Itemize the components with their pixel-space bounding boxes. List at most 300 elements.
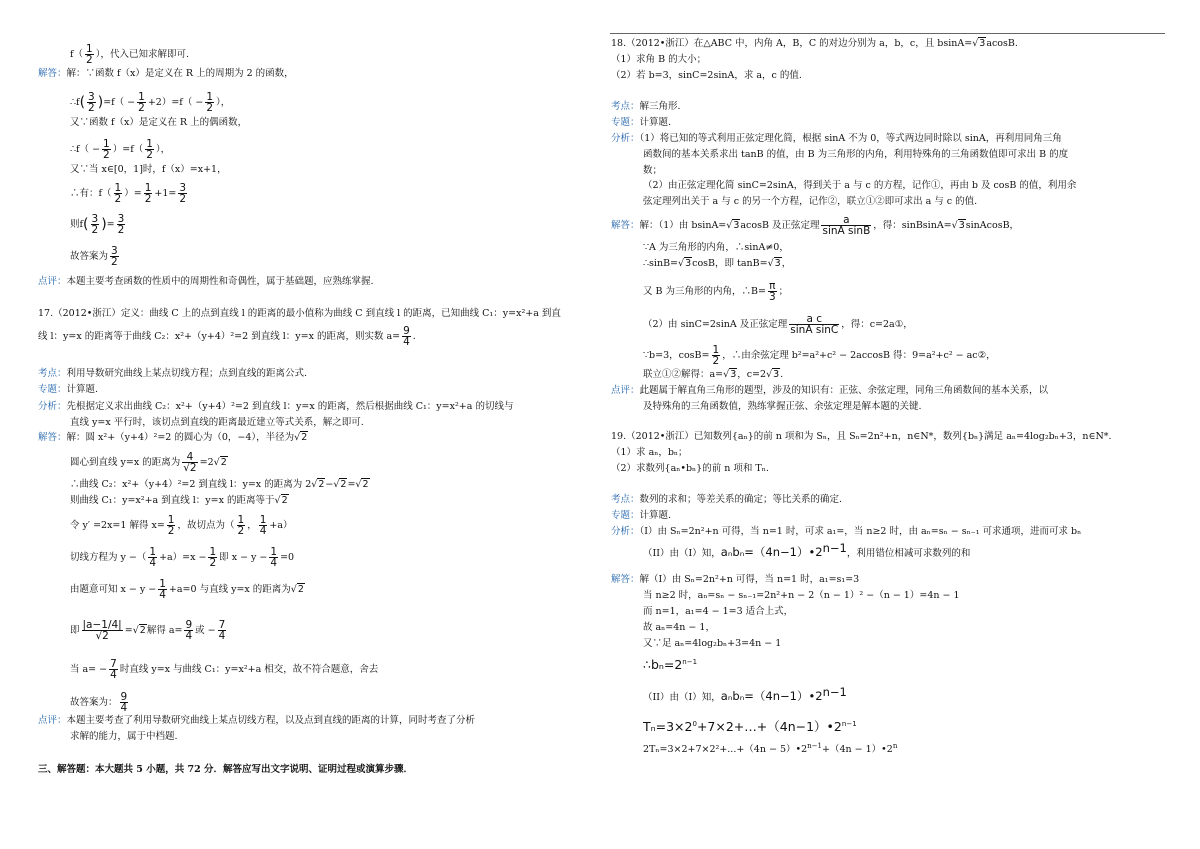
text: 3 <box>979 38 986 49</box>
text: aₙbₙ=（4n−1）•2 <box>720 689 823 703</box>
fraction <box>110 246 119 267</box>
text: 3 <box>733 220 740 231</box>
dp-17-1 <box>38 715 475 727</box>
text: 又∵足 aₙ=4log₂bₙ+3=4n − 1 <box>643 638 782 649</box>
zt-19 <box>611 510 671 522</box>
text: 3 <box>768 291 776 303</box>
text: n <box>892 741 898 750</box>
text: ，c=2 <box>737 369 767 380</box>
text: 1 <box>138 91 145 103</box>
text: − <box>325 479 334 490</box>
fraction <box>109 659 118 680</box>
header-rule <box>610 33 1165 34</box>
radical: √3 <box>723 369 737 380</box>
fraction <box>402 326 411 347</box>
jd-17-3 <box>70 479 370 491</box>
text: ∴f <box>70 97 80 108</box>
text: 解答： <box>611 574 640 585</box>
text: acosB. <box>986 38 1018 49</box>
text: 专题： <box>611 510 640 521</box>
text: ∴sinB= <box>643 258 679 269</box>
line-l07 <box>70 183 189 204</box>
zt-18 <box>611 117 671 129</box>
text: 及特殊角的三角函数值，熟练掌握正弦、余弦定理是解本题的关键. <box>643 401 922 412</box>
radical: √2 <box>333 479 347 490</box>
fraction <box>117 214 126 235</box>
text: n−1 <box>807 741 822 750</box>
text: 2 <box>117 224 125 236</box>
text: √2 <box>95 630 109 642</box>
text: 数； <box>643 165 663 176</box>
text: ∵A 为三角形的内角，∴sinA≠0， <box>643 242 789 253</box>
text: 计算题. <box>66 384 99 395</box>
dp-17-2 <box>70 731 178 743</box>
fraction <box>205 92 214 113</box>
fraction <box>102 139 111 160</box>
text: 19.（2012•浙江）已知数列{aₙ}的前 n 项和为 Sₙ，且 Sₙ=2n²+n，n∈N*，数列{bₙ}满足 aₙ=4log₂bₙ+3，n∈N*. <box>611 431 1112 442</box>
text: 联立①②解得：a= <box>643 369 724 380</box>
text: 1 <box>146 138 153 150</box>
text: 函数间的基本关系求出 tanB 的值，由 B 为三角形的内角，利用特殊角的三角函数值即可求出 B 的度 <box>643 149 1069 160</box>
text: . <box>412 331 416 342</box>
text: 3 <box>685 258 692 269</box>
radical: √3 <box>951 220 965 231</box>
fraction <box>712 345 721 366</box>
fx-19-2 <box>643 540 971 560</box>
text: 1 <box>114 182 122 194</box>
text: 2 <box>138 102 145 114</box>
jd-19-1 <box>611 574 859 586</box>
text: 7 <box>218 619 226 631</box>
jd-19-8 <box>643 721 857 733</box>
fx-18-2 <box>643 149 1068 161</box>
text: 则f <box>70 219 84 230</box>
text: 分析： <box>611 133 640 144</box>
fraction <box>114 183 123 204</box>
text: = <box>347 479 356 490</box>
text: 则曲线 C₁：y=x²+a 到直线 l：y=x 的距离等于 <box>70 495 275 506</box>
fraction <box>821 215 871 236</box>
jd-17-2 <box>70 452 228 473</box>
text: 1 <box>237 514 245 526</box>
radical: √3 <box>678 258 692 269</box>
text: =f（ − <box>103 97 136 108</box>
text: ，∴由余弦定理 b²=a²+c² − 2accosB 得：9=a²+c² − ac②， <box>722 350 996 361</box>
text: 或 − <box>195 625 216 636</box>
radical: √2 <box>132 625 146 636</box>
text: = <box>124 625 133 636</box>
text: ∵b=3，cosB= <box>643 350 710 361</box>
fx-18-5 <box>643 196 977 208</box>
text: ）=f（ <box>112 144 144 155</box>
text: 解三角形. <box>639 101 681 112</box>
text: 2 <box>318 479 325 490</box>
jd-19-5 <box>643 638 781 650</box>
text: n−1 <box>822 540 847 555</box>
line-l03 <box>70 92 230 113</box>
text: √2 <box>183 462 197 474</box>
text: 专题： <box>38 384 67 395</box>
text: 利用导数研究曲线上某点切线方程；点到直线的距离公式. <box>66 368 308 379</box>
fraction <box>87 92 96 113</box>
text: 1 <box>209 546 217 558</box>
text: （2）由 sinC=2sinA 及正弦定理 <box>643 319 788 330</box>
fraction <box>167 515 176 536</box>
text: = <box>106 219 115 230</box>
fraction <box>178 183 187 204</box>
jd-18-5 <box>643 314 913 335</box>
text: 7 <box>110 658 117 670</box>
text: 0 <box>692 719 697 728</box>
text: （II）由（I）知， <box>643 692 721 703</box>
kd-19 <box>611 494 842 506</box>
text: 先根据定义求出曲线 C₂：x²+（y+4）²=2 到直线 l：y=x 的距离，然后根据曲线 C₁：y=x²+a 的切线与 <box>66 401 514 412</box>
q17-line2 <box>38 326 416 347</box>
jd-19-2 <box>643 590 960 602</box>
line-l05 <box>70 139 170 160</box>
text: 考点： <box>611 101 640 112</box>
text: f（ <box>70 49 84 60</box>
text: ，得：c=2a①， <box>841 319 913 330</box>
jd-18-6 <box>643 345 996 366</box>
fraction <box>120 692 129 713</box>
text: 点评： <box>611 385 640 396</box>
text: +7×2+…+（4n−1）•2 <box>696 719 842 734</box>
text: 1 <box>144 182 152 194</box>
jd-17-7 <box>70 579 305 600</box>
text: n−1 <box>682 657 698 666</box>
fraction <box>91 214 100 235</box>
text: 4 <box>218 630 226 642</box>
text: 3 <box>773 369 780 380</box>
q18-part1 <box>611 54 706 66</box>
text: 故答案为： <box>70 697 118 708</box>
text: 解答： <box>38 432 67 443</box>
text: 2 <box>146 149 153 161</box>
text: 2 <box>712 355 720 367</box>
text: 计算题. <box>639 510 672 521</box>
text: 此题属于解直角三角形的题型，涉及的知识有：正弦、余弦定理，同角三角函数间的基本关系，以 <box>639 385 1049 396</box>
text: 线 l：y=x 的距离等于曲线 C₂：x²+（y+4）²=2 到直线 l：y=x 的距离，则实数 a= <box>38 331 401 342</box>
radical: √2 <box>355 479 369 490</box>
jd-19-3 <box>643 606 793 618</box>
text: n−1 <box>822 684 847 699</box>
text: 9 <box>120 691 128 703</box>
fraction <box>145 139 154 160</box>
text: 3 <box>774 258 781 269</box>
line-l02 <box>38 68 294 80</box>
fraction <box>218 620 227 641</box>
jd-17-5 <box>70 515 293 536</box>
line-l10 <box>38 276 374 288</box>
text: =0 <box>280 552 295 563</box>
label-comment: 点评： <box>38 276 67 287</box>
radical: √2 <box>274 495 288 506</box>
line-l09 <box>70 246 121 267</box>
text: 专题： <box>611 117 640 128</box>
text: 解：（1）由 bsinA= <box>639 220 727 231</box>
text: ， <box>781 258 792 269</box>
jd-18-1 <box>611 215 1019 236</box>
text: 4 <box>403 336 410 348</box>
radical: √2 <box>290 584 304 595</box>
label-answer: 解答： <box>38 68 67 79</box>
text: ∴bₙ=2 <box>643 657 683 672</box>
text: 当 n≥2 时，aₙ=sₙ − sₙ₋₁=2n²+n − 2（n − 1）² −（n − 1）=4n − 1 <box>643 590 960 601</box>
jd-19-6 <box>643 659 697 671</box>
line-l01 <box>70 44 189 65</box>
text: +1= <box>154 188 177 199</box>
text: 解（I）由 Sₙ=2n²+n 可得，当 n=1 时，a₁=s₁=3 <box>639 574 860 585</box>
text: 2 <box>111 256 118 268</box>
q19-line <box>611 431 1112 443</box>
section-3-heading <box>38 764 413 776</box>
text: 2 <box>220 457 227 468</box>
text: ； <box>778 286 789 297</box>
fraction <box>148 547 157 568</box>
radical: √3 <box>726 220 740 231</box>
fraction <box>768 281 777 302</box>
text: a c <box>789 314 839 325</box>
jd-18-7 <box>643 369 783 381</box>
fraction <box>137 92 146 113</box>
text: 3 <box>730 369 737 380</box>
line-l06 <box>70 164 227 176</box>
paren: ( <box>79 94 86 111</box>
text: 即 <box>70 625 80 636</box>
text: 即 x − y − <box>219 552 268 563</box>
jd-17-9 <box>70 659 378 680</box>
text: 本题主要考查函数的性质中的周期性和奇偶性，属于基础题，应熟练掌握. <box>66 276 374 287</box>
text: 1 <box>86 43 93 55</box>
q19-part2 <box>611 463 769 475</box>
jd-17-10 <box>70 692 130 713</box>
text: 2 <box>103 149 110 161</box>
text: 4 <box>259 525 267 537</box>
text: 2 <box>144 193 152 205</box>
text: 考点： <box>611 494 640 505</box>
text: 2 <box>297 584 304 595</box>
text: （1）将已知的等式利用正弦定理化简，根据 sinA 不为 0，等式两边同时除以 sinA，再利用同角三角 <box>639 133 1062 144</box>
text: 1 <box>712 344 720 356</box>
text: 2 <box>139 625 146 636</box>
text: 2 <box>114 193 122 205</box>
text: 1 <box>103 138 110 150</box>
text: 1 <box>149 546 157 558</box>
fx-17-2 <box>70 417 364 429</box>
text: acosB 及正弦定理 <box>740 220 820 231</box>
radical: √2 <box>294 432 308 443</box>
text: 3 <box>88 91 95 103</box>
jd-18-4 <box>643 281 788 302</box>
text: 2 <box>237 525 245 537</box>
text: +a=0 与直线 y=x 的距离为 <box>168 584 291 595</box>
jd-17-1 <box>38 432 308 444</box>
fraction <box>144 183 153 204</box>
text: （2）由正弦定理化简 sinC=2sinA，得到关于 a 与 c 的方程，记作①，再由 b 及 cosB 的值，利用余 <box>643 180 1077 191</box>
q17-line1 <box>38 308 561 320</box>
text: 1 <box>159 578 166 590</box>
text: 4 <box>149 557 157 569</box>
text: 3 <box>117 213 125 225</box>
text: 解答： <box>611 220 640 231</box>
text: 解：∵函数 f（x）是定义在 R 上的周期为 2 的函数， <box>66 68 294 79</box>
text: 4 <box>185 630 193 642</box>
text: 故 aₙ=4n − 1， <box>643 622 715 633</box>
text: 计算题. <box>639 117 672 128</box>
text: 9 <box>403 325 410 337</box>
text: 4 <box>182 452 197 463</box>
text: 令 y′ =2x=1 解得 x= <box>70 520 165 531</box>
text: 18.（2012•浙江）在△ABC 中，内角 A，B，C 的对边分别为 a，b，c，且 bsinA= <box>611 38 973 49</box>
text: ， <box>247 520 257 531</box>
text: 2 <box>362 479 369 490</box>
fraction <box>789 314 839 335</box>
paren: ( <box>83 216 89 233</box>
text: 当 a= − <box>70 664 108 675</box>
text: +2）=f（ − <box>147 97 204 108</box>
text: 2 <box>167 525 175 537</box>
jd-18-3 <box>643 258 791 270</box>
text: 又∵函数 f（x）是定义在 R 上的偶函数， <box>70 117 248 128</box>
text: 2 <box>88 102 95 114</box>
text: 2 <box>86 54 93 66</box>
fraction <box>237 515 246 536</box>
text: 本题主要考查了利用导数研究曲线上某点切线方程，以及点到直线的距离的计算，同时考查了分析 <box>66 715 476 726</box>
text: 2 <box>206 102 213 114</box>
fraction-half <box>85 44 94 65</box>
paren: ) <box>97 94 104 111</box>
text: 时直线 y=x 与曲线 C₁：y=x²+a 相交，故不符合题意，舍去 <box>119 664 379 675</box>
text: 直线 y=x 平行时，该切点到直线的距离最近建立等式关系，解之即可. <box>70 417 364 428</box>
jd-18-2 <box>643 242 789 254</box>
text: ，得：sinBsinA= <box>873 220 952 231</box>
text: 1 <box>270 546 278 558</box>
text: （1）求 aₙ，bₙ； <box>611 447 688 458</box>
text: ，利用错位相减可求数列的和 <box>846 548 971 559</box>
text: 1 <box>167 514 175 526</box>
radical: √3 <box>767 258 781 269</box>
text: 考点： <box>38 368 67 379</box>
text: 分析： <box>38 401 67 412</box>
text: 3 <box>111 245 118 257</box>
zt-17 <box>38 384 98 396</box>
text: aₙbₙ=（4n−1）•2 <box>720 545 823 559</box>
fx-18-3 <box>643 165 662 177</box>
text: +a） <box>269 520 293 531</box>
text: +（4n − 1）•2 <box>821 744 893 755</box>
text: 又∵当 x∈[0，1]时，f（x）=x+1， <box>70 164 227 175</box>
text: （I）由 Sₙ=2n²+n 可得，当 n=1 时，可求 a₁=，当 n≥2 时，由 aₙ=sₙ − sₙ₋₁ 可求通项，进而可求 bₙ <box>639 526 1082 537</box>
text: a <box>821 215 871 226</box>
text: 4 <box>120 702 128 714</box>
text: Tₙ=3×2 <box>643 719 693 734</box>
fraction <box>184 620 193 641</box>
q18-part2 <box>611 70 802 82</box>
text: 而 n=1，a₁=4 − 1=3 适合上式， <box>643 606 794 617</box>
text: 分析： <box>611 526 640 537</box>
radical: √2 <box>311 479 325 490</box>
line-l08 <box>70 214 127 235</box>
kd-18 <box>611 101 681 113</box>
text: 点评： <box>38 715 67 726</box>
text: 2 <box>91 224 99 236</box>
text: . <box>780 369 784 380</box>
radical: √3 <box>766 369 780 380</box>
text: ∴f（ − <box>70 144 101 155</box>
fraction <box>259 515 268 536</box>
text: 4 <box>159 589 166 601</box>
fraction <box>182 452 197 473</box>
q18-line <box>611 38 1018 50</box>
text: 解得 a= <box>146 625 183 636</box>
text: 故答案为 <box>70 251 109 262</box>
text: 又 B 为三角形的内角，∴B= <box>643 286 766 297</box>
jd-17-6 <box>70 547 294 568</box>
text: 解：圆 x²+（y+4）²=2 的圆心为（0，−4），半径为 <box>66 432 295 443</box>
text: ∴有：f（ <box>70 188 112 199</box>
text: π <box>769 280 776 292</box>
jd-17-4 <box>70 495 289 507</box>
text: 3 <box>179 182 187 194</box>
text: |a−1/4| <box>82 619 122 631</box>
text: ），代入已知求解即可. <box>95 49 189 60</box>
text: 求解的能力，属于中档题. <box>70 731 178 742</box>
text: ，故切点为（ <box>177 520 235 531</box>
radical: √2 <box>213 457 227 468</box>
fx-18-1 <box>611 133 1062 145</box>
text: =2 <box>199 457 214 468</box>
line-l04 <box>70 117 247 129</box>
text: sinA sinB <box>822 225 871 237</box>
text: 圆心到直线 y=x 的距离为 <box>70 457 181 468</box>
text: sinAcosB， <box>965 220 1020 231</box>
text: 17.（2012•浙江）定义：曲线 C 上的点到直线 l 的距离的最小值称为曲线 C 到直线 l 的距离，已知曲线 C₁：y=x²+a 到直 <box>38 308 561 319</box>
text: 4 <box>110 669 117 681</box>
kd-17 <box>38 368 307 380</box>
radical: √3 <box>972 38 986 49</box>
text: 3 <box>958 220 965 231</box>
jd-19-4 <box>643 622 715 634</box>
fx-17-1 <box>38 401 513 413</box>
text: 2 <box>301 432 308 443</box>
text: ）， <box>216 97 231 108</box>
text: 2Tₙ=3×2+7×2²+...+（4n − 5）•2 <box>643 744 808 755</box>
jd-17-8 <box>70 620 228 641</box>
text: 数列的求和；等差关系的确定；等比关系的确定. <box>639 494 843 505</box>
text: 2 <box>340 479 347 490</box>
text: 4 <box>270 557 278 569</box>
text: +a）=x − <box>159 552 207 563</box>
text: 2 <box>209 557 217 569</box>
fx-19-1 <box>611 526 1081 538</box>
fraction <box>158 579 167 600</box>
text: 3 <box>91 213 99 225</box>
text: 由题意可知 x − y − <box>70 584 157 595</box>
text: 2 <box>281 495 288 506</box>
text: （1）求角 B 的大小； <box>611 54 707 65</box>
text: ）， <box>155 144 171 155</box>
text: （II）由（I）知， <box>643 548 721 559</box>
text: 1 <box>259 514 267 526</box>
text: n−1 <box>841 719 857 728</box>
fraction <box>82 620 123 641</box>
text: （2）若 b=3，sinC=2sinA，求 a，c 的值. <box>611 70 802 81</box>
text: 弦定理列出关于 a 与 c 的另一个方程，记作②，联立①②即可求出 a 与 c 的值. <box>643 196 978 207</box>
text: 三、解答题：本大题共 5 小题，共 72 分．解答应写出文字说明、证明过程或演算步骤． <box>38 764 414 775</box>
text: sinA sinC <box>790 324 839 336</box>
jd-19-7 <box>643 684 847 704</box>
